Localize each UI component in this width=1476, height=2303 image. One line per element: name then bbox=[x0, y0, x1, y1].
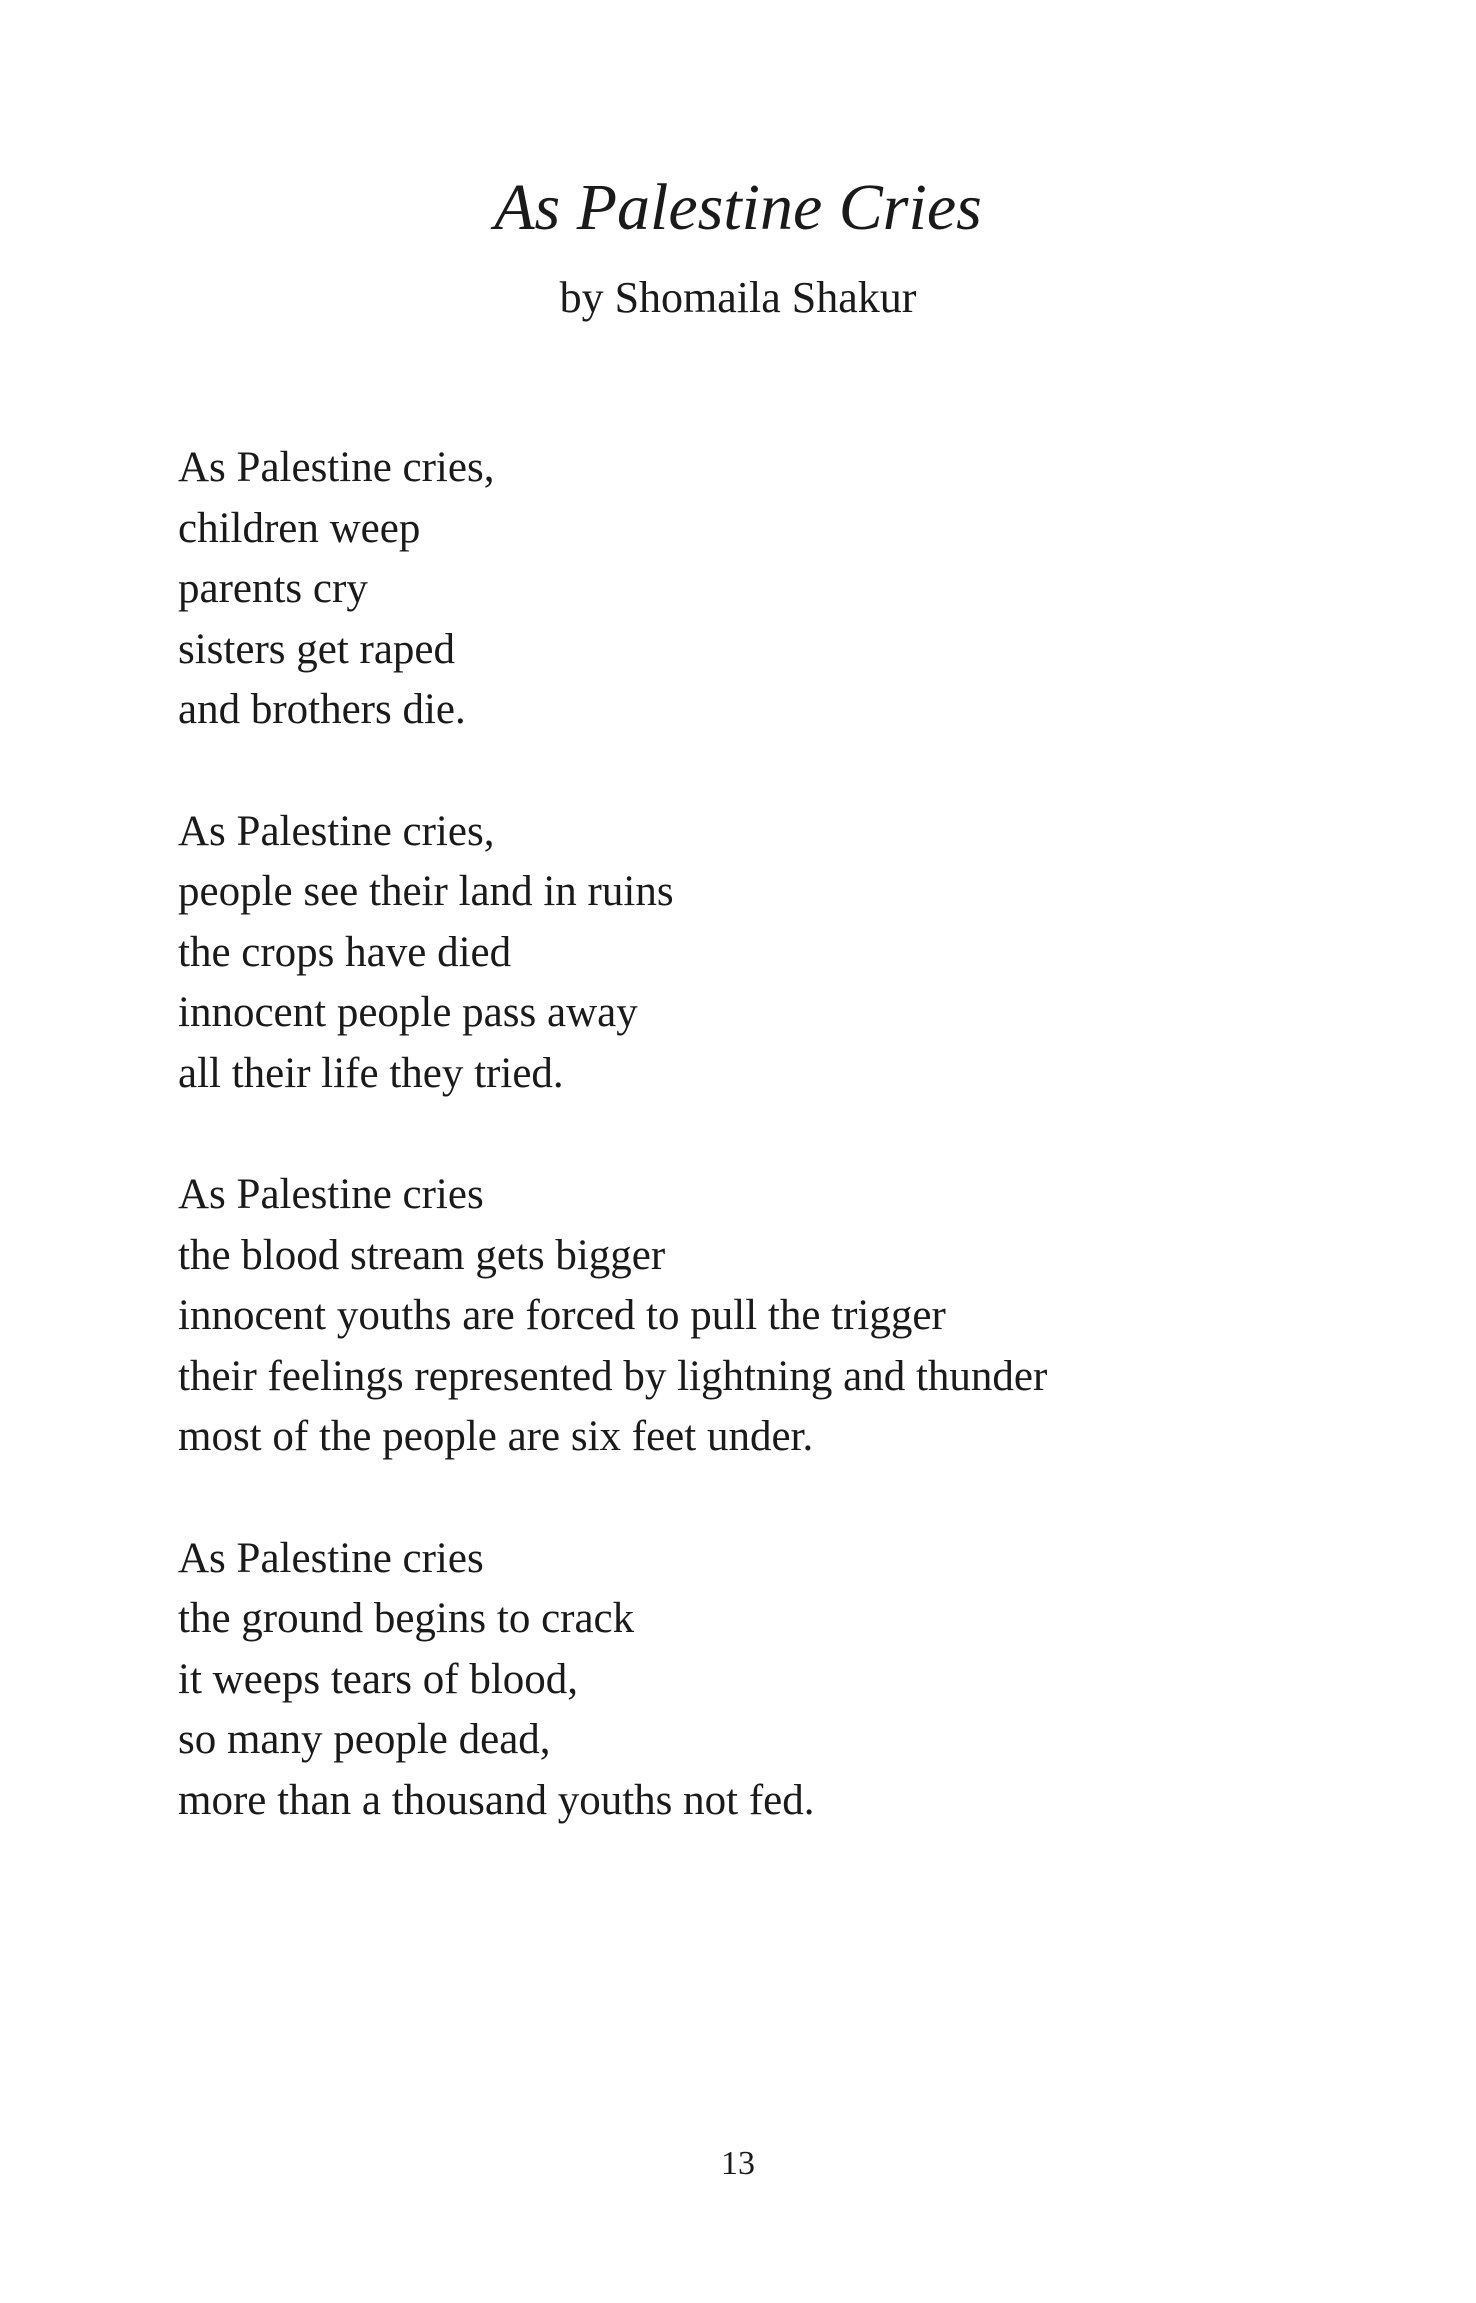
poem-byline: by Shomaila Shakur bbox=[559, 273, 917, 322]
poem-line: the crops have died bbox=[178, 928, 512, 976]
poem-line: most of the people are six feet under. bbox=[178, 1413, 814, 1460]
poem-line: As Palestine cries bbox=[178, 1534, 484, 1582]
stanza-3 bbox=[178, 1165, 1328, 1468]
poem-line: more than a thousand youths not fed. bbox=[178, 1776, 815, 1824]
page-number: 13 bbox=[721, 2145, 755, 2182]
poem-line: it weeps tears of blood, bbox=[178, 1655, 579, 1703]
poem-line: innocent youths are forced to pull the trigger bbox=[178, 1292, 946, 1339]
poem-line: As Palestine cries bbox=[178, 1171, 484, 1218]
poem-line: so many people dead, bbox=[178, 1716, 551, 1763]
poem-body bbox=[178, 438, 1328, 1892]
poem-line: and brothers die. bbox=[178, 686, 466, 733]
stanza-2 bbox=[178, 802, 1328, 1105]
poem-line: As Palestine cries, bbox=[178, 807, 495, 855]
poem-line: sisters get raped bbox=[178, 625, 456, 673]
poem-title: As Palestine Cries bbox=[494, 171, 982, 244]
poem-line: the blood stream gets bigger bbox=[178, 1231, 666, 1279]
poem-line: children weep bbox=[178, 504, 421, 552]
stanza-1 bbox=[178, 438, 1328, 741]
poem-line: all their life they tried. bbox=[178, 1049, 564, 1097]
poem-line: their feelings represented by lightning and thunder bbox=[178, 1352, 1048, 1400]
poem-line: the ground begins to crack bbox=[178, 1595, 635, 1642]
poem-line: people see their land in ruins bbox=[178, 868, 674, 915]
poem-line: As Palestine cries, bbox=[178, 444, 495, 491]
poem-line: innocent people pass away bbox=[178, 989, 638, 1036]
poem-line: parents cry bbox=[178, 565, 368, 612]
stanza-4 bbox=[178, 1529, 1328, 1832]
